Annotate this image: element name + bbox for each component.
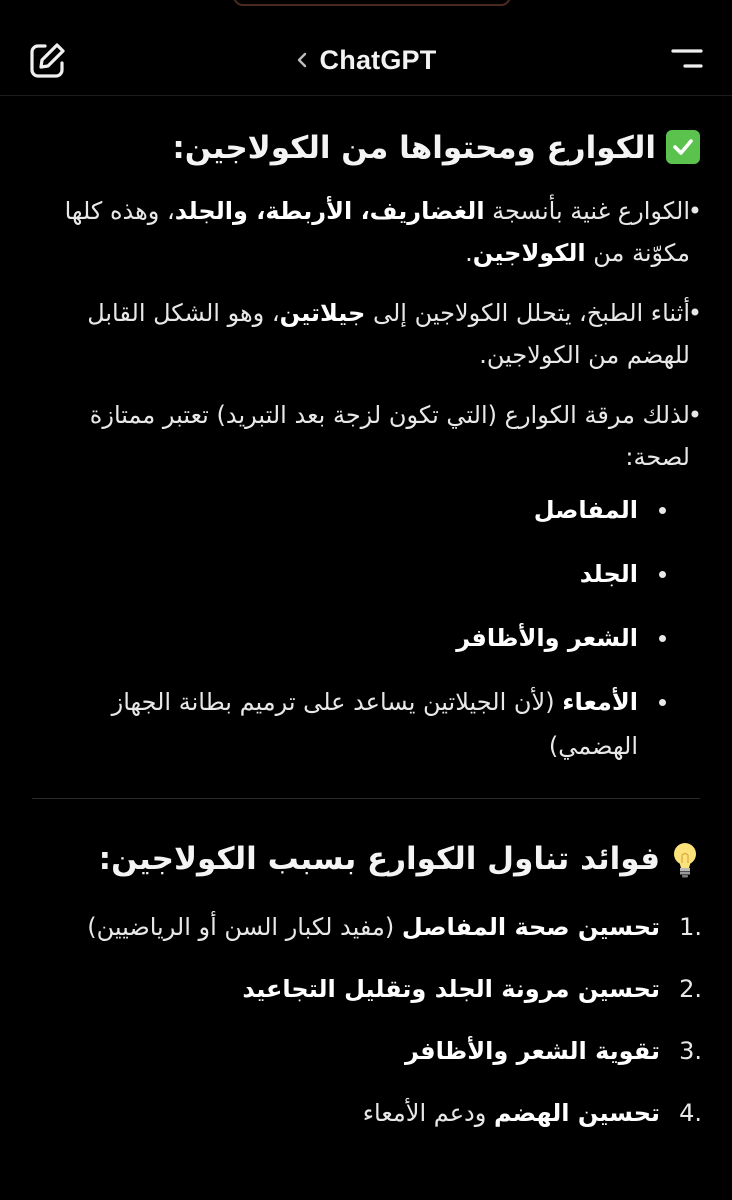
sub-list-item [32, 616, 638, 660]
bold-text: الشعر والأظافر [456, 624, 638, 652]
bold-text: تقوية الشعر والأظافر [404, 1037, 660, 1065]
item-number: 4. [679, 1099, 702, 1127]
health-benefits-sublist [32, 488, 690, 768]
bold-text: تحسين الهضم [493, 1099, 660, 1127]
list-item [32, 292, 690, 376]
text-span: أثناء الطبخ، يتحلل الكولاجين إلى [365, 299, 690, 327]
section-heading-text: الكوارع ومحتواها من الكولاجين: [172, 130, 656, 166]
list-item [32, 394, 690, 768]
chat-title-selector[interactable] [0, 40, 732, 80]
bold-text: الكولاجين [472, 239, 586, 267]
text-span: الكوارع غنية بأنسجة [484, 197, 690, 225]
menu-icon [670, 44, 704, 74]
text-span: لذلك مرقة الكوارع (التي تكون لزجة بعد التبريد) تعتبر ممتازة لصحة: [89, 401, 690, 471]
bold-text: جيلاتين [279, 299, 366, 327]
text-span: (مفيد لكبار السن أو الرياضيين) [87, 913, 402, 941]
item-number: 3. [679, 1037, 702, 1065]
numbered-item [32, 905, 702, 949]
bold-text: المفاصل [533, 496, 638, 524]
benefits-numbered-list [32, 905, 700, 1135]
menu-button[interactable] [670, 44, 704, 74]
list-item [32, 190, 690, 274]
sub-list-item [32, 680, 638, 768]
collagen-facts-list [32, 190, 700, 768]
sub-list-item [32, 488, 638, 532]
top-bar [0, 0, 732, 96]
text-span: . [465, 239, 473, 267]
item-number: 1. [679, 913, 702, 941]
bold-text: تحسين مرونة الجلد وتقليل التجاعيد [242, 975, 660, 1003]
sub-list-item [32, 552, 638, 596]
light-bulb-icon [670, 839, 700, 877]
text-span: (لأن الجيلاتين يساعد على ترميم بطانة الجهاز الهضمي) [111, 688, 638, 760]
app-title: ChatGPT [319, 44, 437, 75]
numbered-item [32, 1091, 702, 1135]
section-heading [32, 118, 700, 178]
bold-text: الغضاريف، الأربطة، والجلد [174, 197, 485, 225]
assistant-message [32, 118, 700, 1153]
text-span: ، وهذه كلها مكوّنة من [64, 197, 690, 267]
numbered-item [32, 1029, 702, 1073]
item-number: 2. [679, 975, 702, 1003]
text-span: ، وهو الشكل القابل للهضم من الكولاجين. [87, 299, 690, 369]
section-heading-text: فوائد تناول الكوارع بسبب الكولاجين: [98, 841, 660, 877]
bold-text: تحسين صحة المفاصل [401, 913, 660, 941]
chevron-left-icon [296, 50, 310, 70]
check-mark-icon [666, 130, 700, 164]
text-span: ودعم الأمعاء [362, 1099, 494, 1127]
bold-text: الأمعاء [562, 688, 638, 716]
section-divider [32, 798, 700, 799]
section-heading [32, 829, 700, 889]
bold-text: الجلد [579, 560, 638, 588]
numbered-item [32, 967, 702, 1011]
